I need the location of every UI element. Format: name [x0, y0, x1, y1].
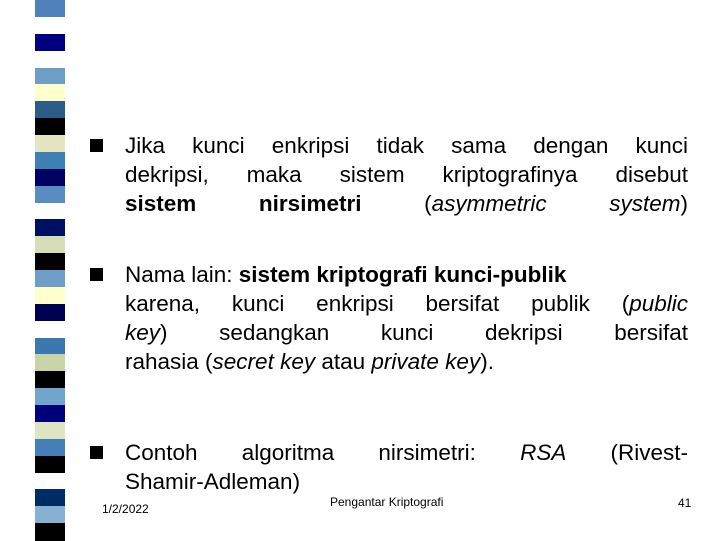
decorative-color-strip	[35, 0, 65, 540]
text-fragment: Nama lain:	[125, 262, 239, 287]
strip-block	[35, 68, 65, 85]
bullet-text-1	[125, 131, 688, 218]
bullet-marker	[90, 446, 103, 459]
term-bold: sistem nirsimetri	[125, 191, 362, 216]
text-fragment: )	[680, 191, 689, 216]
term-italic: secret key	[212, 349, 316, 374]
strip-block	[35, 17, 65, 34]
text-fragment: karena, kunci enkripsi bersifat publik (	[125, 291, 630, 316]
strip-block	[35, 388, 65, 405]
strip-block	[35, 118, 65, 135]
footer-page-number: 41	[678, 496, 692, 510]
strip-block	[35, 287, 65, 304]
strip-block	[35, 101, 65, 118]
bullet-2-line-4	[125, 347, 688, 376]
text-fragment: ) sedangkan kunci dekripsi bersifat	[160, 320, 688, 345]
bullet-3-line-2: Shamir-Adleman)	[125, 469, 301, 494]
footer-title: Pengantar Kriptografi	[330, 495, 444, 509]
strip-block	[35, 371, 65, 388]
strip-block	[35, 405, 65, 422]
strip-block	[35, 135, 65, 152]
text-fragment: atau	[315, 349, 372, 374]
strip-block	[35, 236, 65, 253]
term-italic: public	[629, 291, 688, 316]
strip-block	[35, 321, 65, 338]
term-bold: sistem kriptografi kunci-publik	[238, 262, 567, 287]
strip-block	[35, 169, 65, 186]
strip-block	[35, 219, 65, 236]
strip-block	[35, 186, 65, 203]
strip-block	[35, 439, 65, 456]
strip-block	[35, 489, 65, 506]
strip-block	[35, 34, 65, 51]
bullet-marker	[90, 268, 103, 281]
strip-block	[35, 51, 65, 68]
strip-block	[35, 0, 65, 17]
strip-block	[35, 270, 65, 287]
text-fragment: rahasia (	[125, 349, 213, 374]
strip-block	[35, 152, 65, 169]
text-fragment: Contoh algoritma nirsimetri:	[125, 440, 521, 465]
bullet-1-line-3	[125, 189, 688, 218]
strip-block	[35, 523, 65, 540]
footer-date: 1/2/2022	[102, 502, 149, 516]
bullet-2-line-3	[125, 318, 688, 347]
strip-block	[35, 338, 65, 355]
term-italic: key	[125, 320, 161, 345]
term-italic: asymmetric system	[431, 191, 681, 216]
term-italic: private key	[371, 349, 481, 374]
strip-block	[35, 203, 65, 220]
bullet-1-line-1: Jika kunci enkripsi tidak sama dengan kunci	[125, 133, 688, 158]
strip-block	[35, 304, 65, 321]
text-fragment: (Rivest-	[566, 440, 688, 465]
strip-block	[35, 84, 65, 101]
bullet-2-line-1	[125, 260, 688, 289]
strip-block	[35, 456, 65, 473]
bullet-text-2	[125, 260, 688, 376]
strip-block	[35, 473, 65, 490]
bullet-1-line-2: dekripsi, maka sistem kriptografinya disebut	[125, 162, 688, 187]
text-fragment: ).	[480, 349, 494, 374]
bullet-marker	[90, 139, 103, 152]
term-italic: RSA	[520, 440, 567, 465]
bullet-2-line-2	[125, 289, 688, 318]
strip-block	[35, 422, 65, 439]
strip-block	[35, 253, 65, 270]
bullet-3-line-1	[125, 438, 688, 467]
text-fragment: (	[361, 191, 432, 216]
strip-block	[35, 354, 65, 371]
bullet-text-3	[125, 438, 688, 496]
strip-block	[35, 506, 65, 523]
